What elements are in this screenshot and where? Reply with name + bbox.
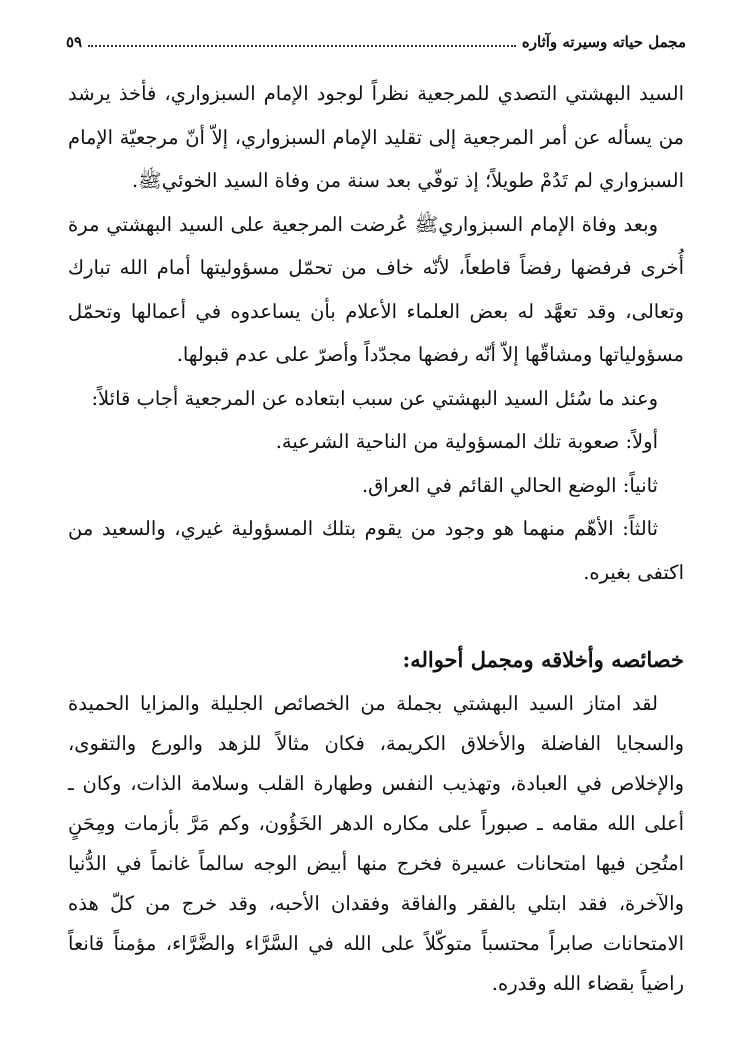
section-text xyxy=(68,684,684,1004)
list-item: ثالثاً: الأهّم منهما هو وجود من يقوم بتلك المسؤولية غيري، والسعيد من اكتفى بغيره. xyxy=(68,517,684,584)
paragraph-continued: السيد البهشتي التصدي للمرجعية نظراً لوجود الإمام السبزواري، فأخذ يرشد من يسأله عن أمر المرجعية إلى تقليد الإمام السبزواري، إلاّ أنّ مرجعيّة الإمام السبزواري لم تَدُمْ طويلاً؛ إذ توفّي بعد سنة من وفاة السيد الخوئيﷺ. xyxy=(68,82,684,192)
running-header xyxy=(66,30,686,54)
paragraph: وعند ما سُئل السيد البهشتي عن سبب ابتعاده عن المرجعية أجاب قائلاً: xyxy=(91,386,658,410)
running-header-title: مجمل حياته وسيرته وآثاره xyxy=(521,33,686,51)
section-heading: خصائصه وأخلاقه ومجمل أحواله: xyxy=(402,647,684,672)
paragraph: لقد امتاز السيد البهشتي بجملة من الخصائص الجليلة والمزايا الحميدة والسجايا الفاضلة والأخلاق الكريمة، فكان مثالاً للزهد والورع والتقوى، والإخلاص في العبادة، وتهذيب النفس وطهارة القلب وسلامة الذات، وكان ـ أعلى الله مقامه ـ صبوراً على مكاره الدهر الخَؤُون، وكم مَرَّ بأزمات ومِحَنٍ امتُحِن فيها امتحانات عسيرة فخرج منها أبيض الوجه سالماً غانماً في الدُّنيا والآخرة، فقد ابتلي بالفقر والفاقة وفقدان الأحبه، وقد خرج من كلّ هذه الامتحانات صابراً محتسباً متوكّلاً على الله في السَّرَّاء والضَّرَّاء، مؤمناً قانعاً راضياً بقضاء الله وقدره. xyxy=(68,692,684,995)
dotted-leader xyxy=(88,37,516,47)
list-item: أولاً: صعوبة تلك المسؤولية من الناحية الشرعية. xyxy=(275,430,658,453)
main-text xyxy=(68,72,684,594)
paragraph: وبعد وفاة الإمام السبزواريﷺ عُرضت المرجعية على السيد البهشتي مرة أُخرى فرفضها رفضاً قاطعاً، لأنّه خاف من تحمّل مسؤوليتها أمام الله تبارك وتعالى، وقد تعهَّد له بعض العلماء الأعلام بأن يساعدوه في أعمالها وتحمّل مسؤولياتها ومشاقّها إلاّ أنّه رفضها مجدّداً وأصرّ على عدم قبولها. xyxy=(68,212,684,366)
page-number: ٥٩ xyxy=(66,33,83,51)
list-item: ثانياً: الوضع الحالي القائم في العراق. xyxy=(361,473,658,497)
